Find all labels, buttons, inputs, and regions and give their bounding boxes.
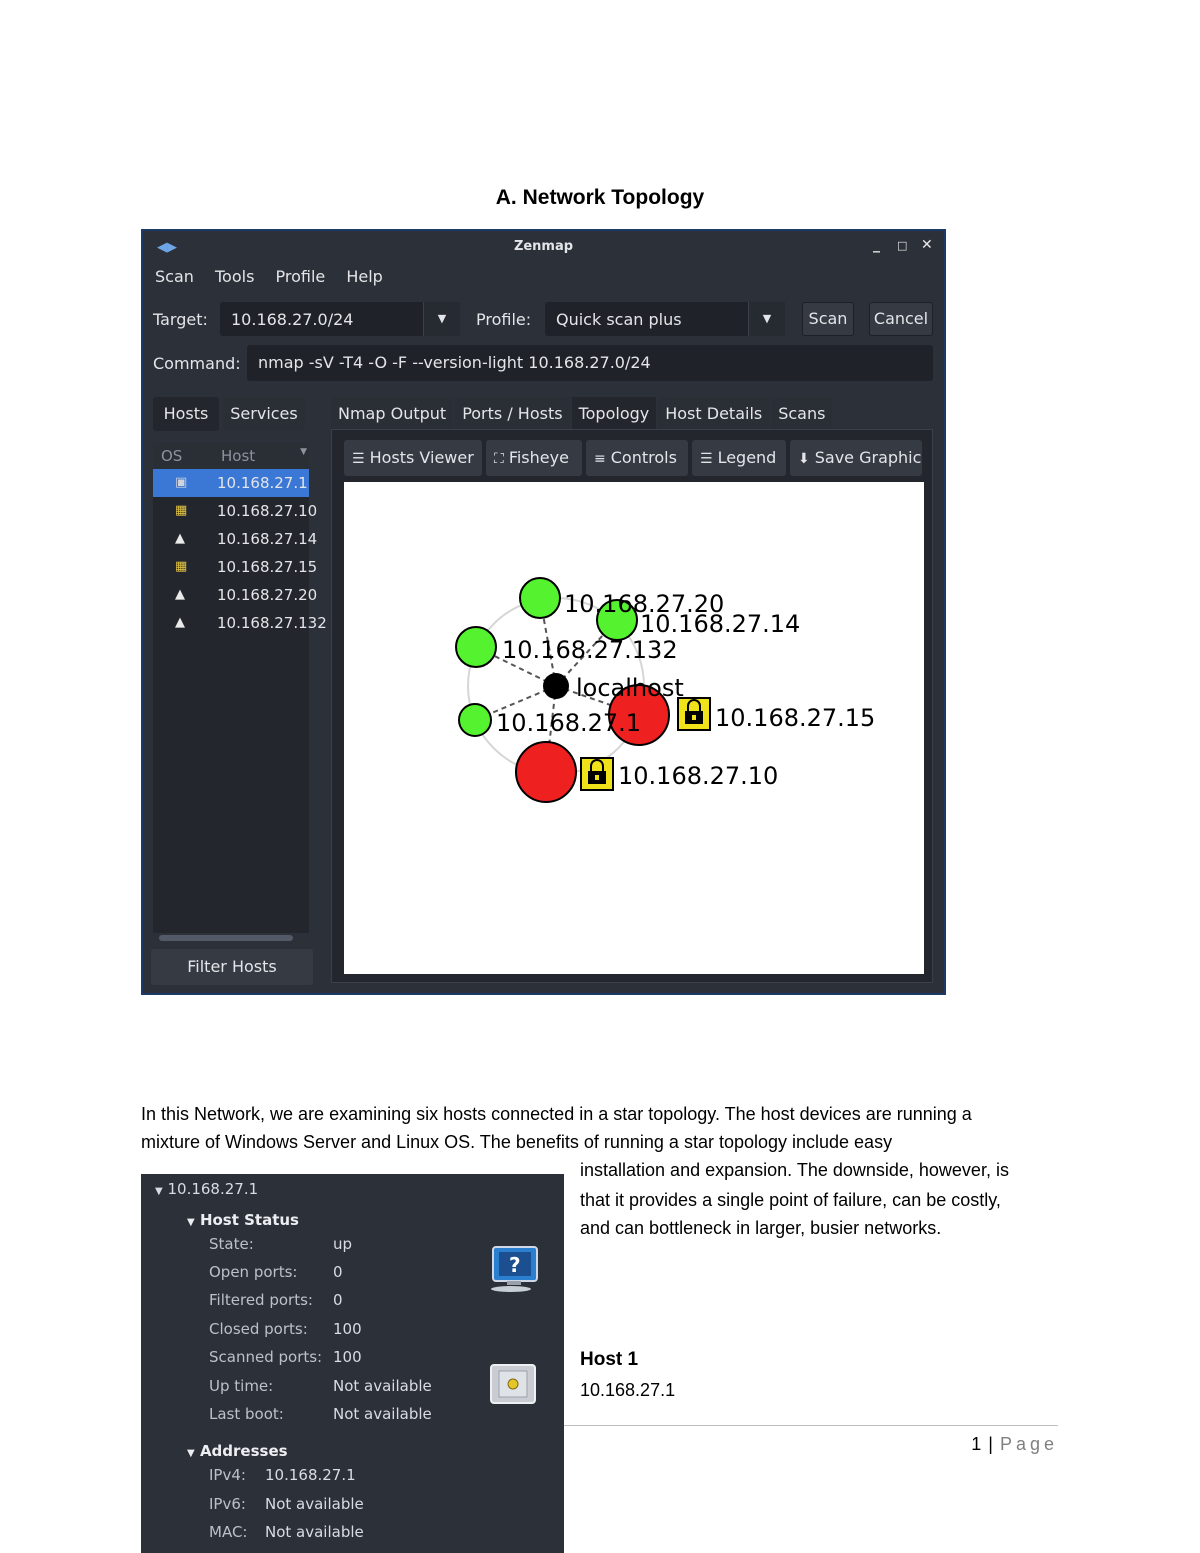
label-host-15: 10.168.27.15 — [715, 704, 876, 732]
ipv4-value: 10.168.27.1 — [265, 1466, 356, 1484]
ipv6-label: IPv6: — [209, 1495, 246, 1513]
title-bar — [143, 231, 944, 263]
tab-host-details[interactable]: Host Details — [658, 397, 769, 431]
uptime-value: Not available — [333, 1377, 432, 1395]
column-host[interactable]: Host — [221, 447, 256, 465]
filter-hosts-button[interactable]: Filter Hosts — [151, 949, 313, 985]
host-ip: 10.168.27.10 — [217, 502, 318, 520]
page-separator: | — [988, 1434, 994, 1454]
scanned-ports-label: Scanned ports: — [209, 1348, 323, 1366]
host-ip: 10.168.27.132 — [217, 614, 327, 632]
host-row[interactable] — [153, 525, 318, 553]
host-tree-node[interactable] — [155, 1180, 258, 1198]
addresses-heading: Addresses — [199, 1442, 288, 1460]
paragraph-line: installation and expansion. The downside, however, is — [580, 1160, 1009, 1180]
closed-ports-label: Closed ports: — [209, 1320, 308, 1338]
command-label: Command: — [153, 354, 241, 373]
command-input[interactable]: nmap -sV -T4 -O -F --version-light 10.168.27.0/24 — [247, 345, 933, 381]
host-row[interactable] — [153, 469, 309, 497]
profile-label: Profile: — [476, 310, 532, 329]
label-localhost: localhost — [576, 674, 684, 702]
horizontal-scrollbar[interactable] — [159, 935, 293, 941]
lock-icon — [678, 698, 710, 730]
save-graphic-label: Save Graphic — [814, 448, 922, 467]
cancel-button[interactable]: Cancel — [869, 302, 933, 336]
unknown-host-monitor-icon — [487, 1245, 539, 1293]
results-pane — [331, 391, 937, 987]
windows-os-icon: ▦ — [175, 559, 188, 574]
page-footer — [971, 1434, 1058, 1455]
last-boot-label: Last boot: — [209, 1405, 284, 1423]
svg-text:?: ? — [509, 1253, 521, 1277]
linux-os-icon: ▲ — [175, 531, 185, 546]
topology-graph[interactable] — [344, 482, 924, 974]
expander-down-icon[interactable]: ▼ — [155, 1186, 163, 1197]
windows-os-icon: ▦ — [175, 503, 188, 518]
download-icon: ⬇ — [798, 451, 810, 467]
topology-canvas[interactable] — [344, 482, 924, 974]
ipv6-value: Not available — [265, 1495, 364, 1513]
profile-combo[interactable] — [545, 302, 785, 336]
menu-help[interactable]: Help — [346, 267, 383, 286]
scan-button[interactable]: Scan — [802, 302, 854, 336]
scanned-ports-value: 100 — [333, 1348, 362, 1366]
filtered-ports-value: 0 — [333, 1291, 343, 1309]
host-list-header — [153, 443, 309, 469]
node-host-132[interactable] — [456, 627, 496, 667]
window-title: Zenmap — [513, 239, 574, 254]
maximize-button[interactable]: □ — [897, 239, 908, 252]
host-row[interactable] — [153, 581, 318, 609]
paragraph-line: In this Network, we are examining six hosts connected in a star topology. The host devices are running a — [141, 1104, 972, 1124]
host-tree-label: 10.168.27.1 — [167, 1180, 259, 1198]
tab-hosts[interactable]: Hosts — [153, 397, 219, 431]
tab-nmap-output[interactable]: Nmap Output — [331, 397, 453, 431]
lock-icon — [581, 758, 613, 790]
host-ip: 10.168.27.1 — [217, 474, 308, 492]
page-number: 1 — [971, 1434, 983, 1454]
target-combo[interactable] — [220, 302, 460, 336]
profile-value[interactable]: Quick scan plus — [556, 310, 682, 329]
zenmap-app-icon: ◀▶ — [157, 240, 177, 255]
mac-value: Not available — [265, 1523, 364, 1541]
host-status-heading: Host Status — [199, 1211, 299, 1229]
host-ip: 10.168.27.15 — [217, 558, 318, 576]
host-caption-ip: 10.168.27.1 — [580, 1380, 676, 1400]
hosts-viewer-label: Hosts Viewer — [369, 448, 474, 467]
tab-services[interactable]: Services — [223, 397, 305, 431]
list-icon: ☰ — [352, 451, 365, 467]
host-ip: 10.168.27.14 — [217, 530, 318, 548]
host-row[interactable] — [153, 497, 318, 525]
hosts-pane — [151, 391, 327, 987]
save-graphic-button[interactable] — [790, 440, 922, 476]
ipv4-label: IPv4: — [209, 1466, 246, 1484]
page-word: Page — [999, 1434, 1058, 1454]
fisheye-button[interactable] — [486, 440, 582, 476]
legend-label: Legend — [717, 448, 777, 467]
state-value: up — [333, 1235, 353, 1253]
host-ip: 10.168.27.20 — [217, 586, 318, 604]
linux-os-icon: ▲ — [175, 615, 185, 630]
list-icon: ☰ — [700, 451, 713, 467]
host-caption-title: Host 1 — [580, 1349, 639, 1370]
fisheye-label: Fisheye — [508, 448, 569, 467]
host-status-section[interactable] — [187, 1211, 299, 1229]
host-row[interactable] — [153, 553, 318, 581]
paragraph-line: and can bottleneck in larger, busier networks. — [580, 1218, 942, 1238]
fisheye-icon: ⛶ — [494, 451, 504, 467]
hosts-viewer-button[interactable] — [344, 440, 482, 476]
menu-scan[interactable]: Scan — [155, 267, 194, 286]
unknown-os-icon: ▣ — [175, 475, 188, 490]
tab-topology[interactable]: Topology — [572, 397, 657, 431]
menu-profile[interactable]: Profile — [275, 267, 326, 286]
column-os[interactable]: OS — [161, 447, 183, 465]
menu-bar — [155, 267, 399, 286]
uptime-label: Up time: — [209, 1377, 274, 1395]
chevron-down-icon[interactable]: ▼ — [748, 302, 785, 336]
filtered-ports-label: Filtered ports: — [209, 1291, 313, 1309]
node-host-1[interactable] — [459, 704, 491, 736]
label-host-20: 10.168.27.20 — [564, 590, 725, 618]
host-row[interactable] — [153, 609, 327, 637]
label-host-14: 10.168.27.14 — [640, 610, 801, 638]
mac-label: MAC: — [209, 1523, 248, 1541]
open-ports-value: 0 — [333, 1263, 343, 1281]
target-label: Target: — [153, 310, 208, 329]
controls-button[interactable] — [586, 440, 688, 476]
menu-tools[interactable]: Tools — [215, 267, 255, 286]
minimize-button[interactable]: _ — [873, 237, 880, 253]
expander-down-icon[interactable]: ▼ — [187, 1217, 195, 1228]
paragraph-line: mixture of Windows Server and Linux OS. The benefits of running a star topology include easy — [141, 1132, 893, 1152]
addresses-section[interactable] — [187, 1442, 288, 1460]
section-heading: A. Network Topology — [495, 186, 705, 209]
state-label: State: — [209, 1235, 254, 1253]
close-button[interactable]: ✕ — [921, 237, 933, 253]
last-boot-value: Not available — [333, 1405, 432, 1423]
tab-scans[interactable]: Scans — [771, 397, 832, 431]
label-host-132: 10.168.27.132 — [502, 636, 678, 664]
host-list — [153, 443, 327, 933]
legend-button[interactable] — [692, 440, 786, 476]
open-ports-label: Open ports: — [209, 1263, 298, 1281]
linux-os-icon: ▲ — [175, 587, 185, 602]
controls-label: Controls — [610, 448, 677, 467]
closed-ports-value: 100 — [333, 1320, 362, 1338]
footer-rule — [564, 1425, 1058, 1426]
safe-icon — [487, 1361, 539, 1407]
expander-down-icon[interactable]: ▼ — [187, 1448, 195, 1459]
topology-panel — [331, 429, 933, 983]
label-host-10: 10.168.27.10 — [618, 762, 779, 790]
node-localhost[interactable] — [543, 673, 569, 699]
sort-arrow-icon[interactable]: ▼ — [300, 447, 307, 457]
tab-ports-hosts[interactable]: Ports / Hosts — [455, 397, 569, 431]
zenmap-window — [141, 229, 946, 995]
node-host-10[interactable] — [516, 742, 576, 802]
node-host-20[interactable] — [520, 578, 560, 618]
target-value[interactable]: 10.168.27.0/24 — [231, 310, 354, 329]
label-host-1: 10.168.27.1 — [496, 709, 642, 737]
menu-icon: ≡ — [594, 451, 606, 467]
chevron-down-icon[interactable]: ▼ — [423, 302, 460, 336]
paragraph-line: that it provides a single point of failure, can be costly, — [580, 1190, 1001, 1210]
results-tabs — [331, 397, 834, 431]
